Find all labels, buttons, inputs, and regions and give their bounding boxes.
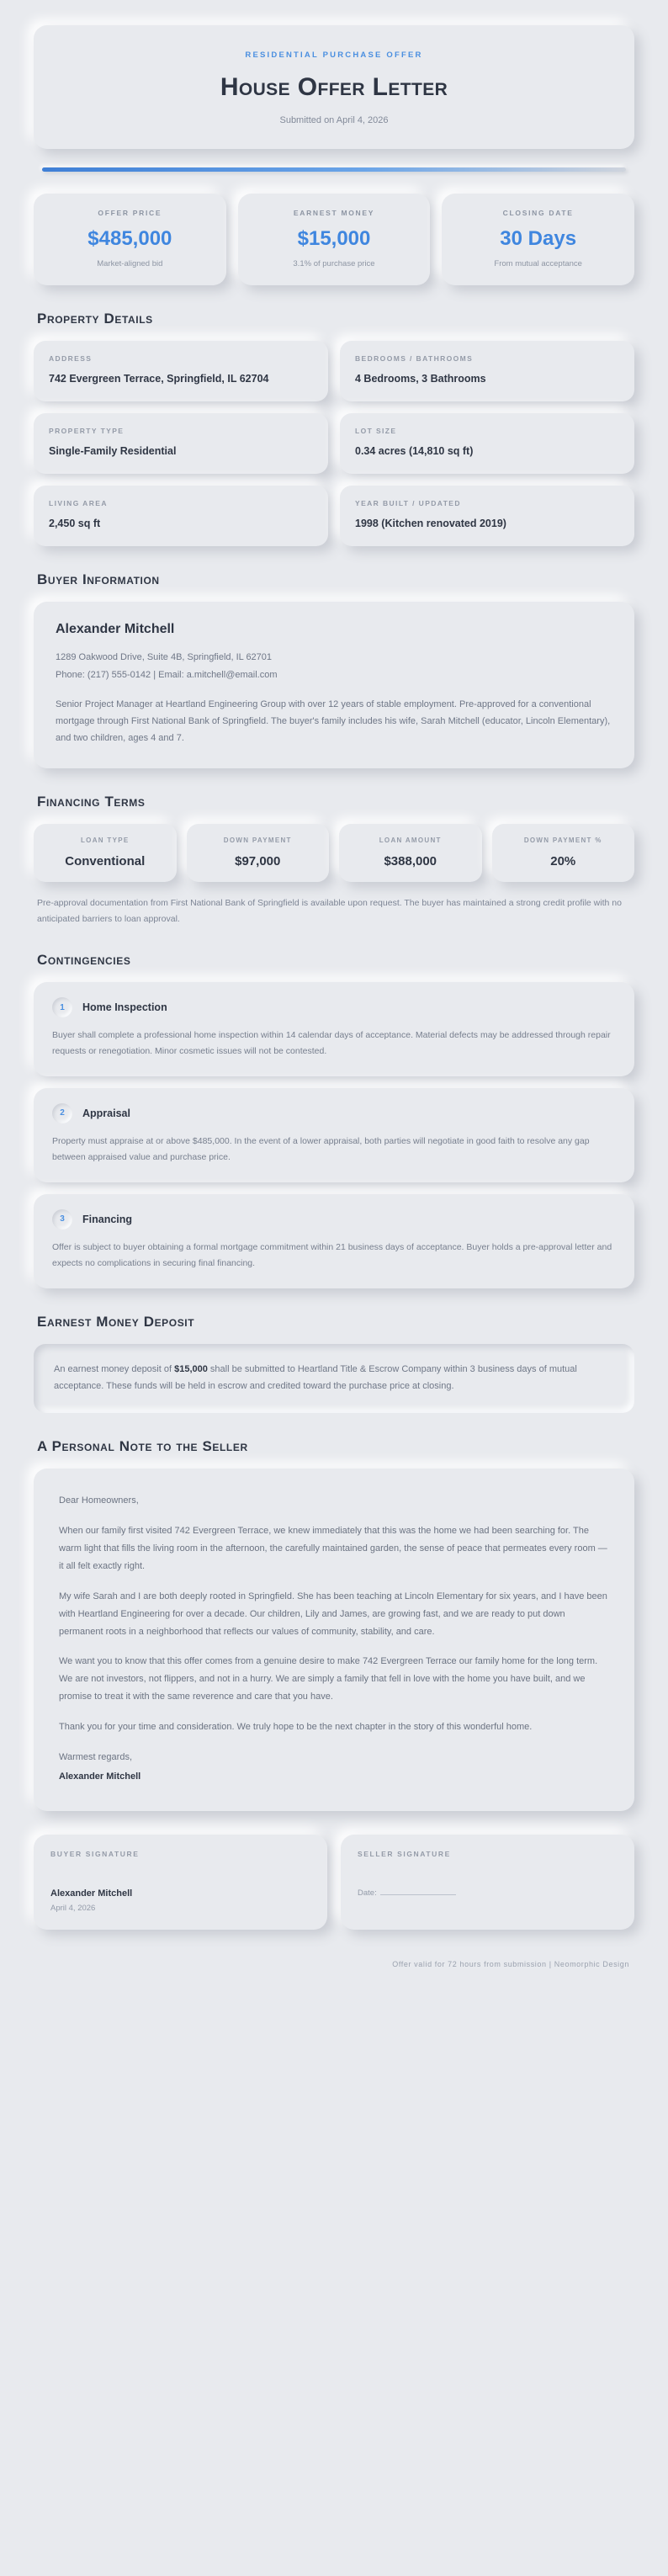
note-paragraph: When our family first visited 742 Evergreen Terrace, we knew immediately that this was the home we had been searching for. The warm light that fills the living room in the afternoon, the carefully maintained garden, the sense of peace that permeates every room — it all felt exactly right. [59,1526,607,1571]
key-figures [34,194,634,285]
contingency-number-badge: 3 [52,1209,72,1230]
buyer-name: Alexander Mitchell [56,622,175,637]
property-item-value: 4 Bedrooms, 3 Bathrooms [355,373,486,385]
buyer-address: 1289 Oakwood Drive, Suite 4B, Springfield, IL 62701 [56,652,273,663]
section-heading-buyer: Buyer Information [37,571,160,588]
figure-sub: Market-aligned bid [97,259,163,268]
property-item-value: Single-Family Residential [49,445,177,458]
buyer-bio: Senior Project Manager at Heartland Engineering Group with over 12 years of stable employment. Pre-approved for a conventional mortgage through First National Bank of Springfield. The buyer's family includes his wife, Sarah Mitchell (educator, Lincoln Elementary), and two children, ages 4 and 7. [56,699,611,743]
financing-item-value: 20% [550,854,576,869]
figure-sub: From mutual acceptance [494,259,582,268]
seller-signature-label: SELLER SIGNATURE [358,1849,451,1858]
seller-date-label: Date: [358,1888,377,1898]
property-item-lot-size [340,413,634,474]
property-item-living-area [34,486,328,546]
property-item-key: ADDRESS [49,354,93,363]
financing-item-loan-amount [339,824,482,882]
figure-label: OFFER PRICE [98,209,162,217]
contingency-number-badge: 1 [52,997,72,1017]
section-heading-contingencies: Contingencies [37,952,131,969]
property-item-key: LIVING AREA [49,499,108,508]
property-item-address [34,341,328,401]
property-details-grid [34,341,634,546]
contingency-header [52,997,616,1017]
personal-note-card [34,1469,634,1811]
section-heading-property: Property Details [37,311,153,327]
buyer-signature-name: Alexander Mitchell [50,1888,133,1899]
note-paragraph: We want you to know that this offer comes from a genuine desire to make 742 Evergreen Terrace our family home for the long term. We are not investors, not flippers, and not in a hurry. We are simply a family that fell in love with the home you have built, and we promise to treat it with the same reverence and care that you have. [59,1656,598,1702]
financing-item-loan-type [34,824,177,882]
figure-earnest-money [238,194,431,285]
contingency-item [34,1194,634,1288]
financing-item-key: DOWN PAYMENT % [523,837,602,845]
section-heading-deposit: Earnest Money Deposit [37,1313,195,1330]
contingency-title: Appraisal [82,1107,130,1119]
property-item-value: 1998 (Kitchen renovated 2019) [355,518,506,530]
note-paragraph: Dear Homeowners, [59,1495,139,1506]
accent-divider-wrap [34,167,634,172]
property-item-beds-baths [340,341,634,401]
financing-item-down-payment [187,824,330,882]
note-sign-name: Alexander Mitchell [59,1771,141,1782]
buyer-signature-date: April 4, 2026 [50,1903,96,1913]
note-sign-off: Warmest regards, [59,1752,133,1763]
note-paragraph: Thank you for your time and consideration. We truly hope to be the next chapter in the story of this wonderful home. [59,1722,533,1733]
section-heading-financing: Financing Terms [37,794,146,810]
financing-note: Pre-approval documentation from First National Bank of Springfield is available upon request. The buyer has maintained a strong credit profile with no anticipated barriers to loan approval. [37,898,622,924]
earnest-deposit-card [34,1344,634,1414]
contingency-body: Offer is subject to buyer obtaining a formal mortgage commitment within 21 business days of acceptance. Buyer holds a pre-approval letter and expects no complications in securing final financing. [52,1241,612,1268]
contingency-header [52,1103,616,1123]
deposit-text-after: shall be submitted to Heartland Title & Escrow Company within 3 business days of mutual acceptance. These funds will be held in escrow and credited toward the purchase price at closing. [54,1363,577,1391]
buyer-signature-label: BUYER SIGNATURE [50,1849,140,1858]
figure-value: 30 Days [500,227,577,250]
contingency-title: Financing [82,1213,133,1225]
seller-signature-block[interactable] [341,1835,634,1930]
contingency-title: Home Inspection [82,1001,167,1014]
financing-terms-row [34,824,634,882]
seller-date-rule [380,1894,456,1895]
financing-item-value: $97,000 [235,854,281,869]
contingency-item [34,982,634,1076]
header-eyebrow: RESIDENTIAL PURCHASE OFFER [245,50,423,60]
property-item-type [34,413,328,474]
figure-sub: 3.1% of purchase price [293,259,375,268]
property-item-value: 0.34 acres (14,810 sq ft) [355,445,474,458]
submission-date: Submitted on April 4, 2026 [279,115,389,125]
document-footer: Offer valid for 72 hours from submission | Neomorphic Design [392,1959,629,1968]
financing-item-value: $388,000 [384,854,437,869]
deposit-amount: $15,000 [174,1363,208,1374]
financing-item-down-payment-pct [492,824,635,882]
section-heading-personal-note: A Personal Note to the Seller [37,1438,248,1455]
deposit-text-before: An earnest money deposit of [54,1363,175,1374]
contingency-number-badge: 2 [52,1103,72,1123]
financing-item-key: LOAN AMOUNT [379,837,442,845]
figure-value: $485,000 [87,227,172,250]
note-paragraph: My wife Sarah and I are both deeply rooted in Springfield. She has been teaching at Lincoln Elementary for six years, and I have been with Heartland Engineering for over a decade. Our children, Lily and James, are growing fast, and we are ready to put down permanent roots in a neighborhood that reflects our values of community, stability, and care. [59,1591,607,1637]
financing-item-key: DOWN PAYMENT [223,837,292,845]
property-item-key: PROPERTY TYPE [49,427,125,436]
signature-row [34,1835,634,1930]
figure-closing-date [442,194,634,285]
buyer-contact: Phone: (217) 555-0142 | Email: a.mitchell@email.com [56,669,278,680]
accent-divider [42,167,626,172]
contingency-item [34,1088,634,1182]
page-title: House Offer Letter [220,73,448,101]
financing-item-key: LOAN TYPE [81,837,130,845]
buyer-information-card [34,602,634,768]
property-item-key: YEAR BUILT / UPDATED [355,499,461,508]
contingency-body: Buyer shall complete a professional home inspection within 14 calendar days of acceptance. Material defects may be addressed through repair requests or renegotiation. Minor cosmetic issues will not be contested. [52,1030,611,1057]
property-item-value: 2,450 sq ft [49,518,101,530]
figure-value: $15,000 [297,227,371,250]
document-header [34,25,634,149]
contingency-body: Property must appraise at or above $485,000. In the event of a lower appraisal, both parties will negotiate in good faith to resolve any gap between appraised value and purchase price. [52,1135,590,1162]
financing-item-value: Conventional [65,854,146,869]
property-item-year-built [340,486,634,546]
buyer-signature-block[interactable] [34,1835,327,1930]
figure-offer-price [34,194,226,285]
seller-date-line[interactable] [358,1888,618,1898]
property-item-key: BEDROOMS / BATHROOMS [355,354,474,363]
property-item-key: LOT SIZE [355,427,397,436]
contingency-header [52,1209,616,1230]
figure-label: CLOSING DATE [502,209,574,217]
property-item-value: 742 Evergreen Terrace, Springfield, IL 62704 [49,373,269,385]
figure-label: EARNEST MONEY [293,209,375,217]
